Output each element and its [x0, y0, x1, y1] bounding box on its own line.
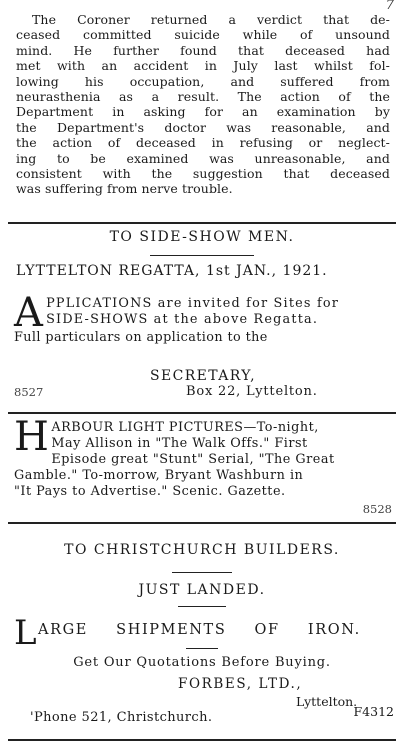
article-line: mind. He further found that deceased had: [16, 42, 390, 58]
harbour-pictures-ad: [14, 414, 394, 500]
box-address: Box 22, Lyttelton.: [186, 384, 318, 399]
sideshow-line: Full particulars on application to the: [14, 330, 268, 345]
divider-rule: [8, 739, 396, 741]
article-line: ing to be examined was unreasonable, and: [16, 150, 390, 166]
article-line: the action of deceased in refusing or neglect-: [16, 135, 390, 151]
divider-rule: [8, 222, 396, 224]
builders-heading: TO CHRISTCHURCH BUILDERS.: [64, 542, 340, 558]
sideshow-line: SIDE-SHOWS at the above Regatta.: [46, 312, 319, 327]
divider-rule: [8, 412, 396, 414]
harbour-line: Gamble." To-morrow, Bryant Washburn in: [14, 468, 304, 483]
coroner-article: [16, 12, 390, 197]
sideshow-line: PPLICATIONS are invited for Sites for: [46, 296, 340, 311]
article-line: Department in asking for an examination by: [16, 104, 390, 120]
just-landed-heading: JUST LANDED.: [138, 582, 266, 598]
company-town: Lyttelton.: [296, 694, 358, 709]
article-line: was suffering from nerve trouble.: [16, 181, 233, 197]
harbour-line: ARBOUR LIGHT PICTURES—To-night,: [51, 420, 319, 435]
reference-number: 8528: [362, 502, 392, 516]
regatta-title: LYTTELTON REGATTA, 1st JAN., 1921.: [16, 263, 328, 279]
article-line: The Coroner returned a verdict that de-: [32, 12, 390, 27]
harbour-line: "It Pays to Advertise." Scenic. Gazette.: [14, 484, 286, 499]
quotation-line: Get Our Quotations Before Buying.: [73, 655, 331, 670]
company-name: FORBES, LTD.,: [178, 676, 303, 692]
sideshow-body: [14, 290, 394, 336]
corner-mark: 7: [385, 0, 394, 13]
harbour-line: May Allison in "The Walk Offs." First: [51, 436, 308, 451]
article-line: neurasthenia as a result. The action of the: [16, 89, 390, 105]
article-line: the Department's doctor was reasonable, and: [16, 119, 390, 135]
divider-rule: [150, 255, 254, 256]
article-line: consistent with the suggestion that deceased: [16, 166, 390, 182]
dropcap-letter: H: [14, 414, 50, 460]
dropcap-letter: L: [14, 613, 37, 653]
sideshow-heading: TO SIDE-SHOW MEN.: [109, 229, 295, 245]
reference-number: F4312: [353, 704, 394, 719]
article-line: ceased committed suicide while of unsound: [16, 27, 390, 43]
harbour-line: Episode great "Stunt" Serial, "The Great: [51, 452, 335, 467]
phone-line: 'Phone 521, Christchurch.: [30, 710, 213, 725]
divider-rule: [186, 648, 218, 649]
divider-rule: [172, 572, 232, 573]
iron-shipments-headline: ARGE SHIPMENTS OF IRON.: [38, 622, 361, 638]
reference-number: 8527: [14, 385, 44, 399]
article-line: met with an accident in July last whilst fol-: [16, 58, 390, 74]
divider-rule: [8, 522, 396, 524]
secretary-label: SECRETARY,: [150, 368, 256, 384]
divider-rule: [178, 606, 226, 607]
dropcap-letter: A: [14, 290, 45, 336]
article-line: lowing his occupation, and suffered from: [16, 73, 390, 89]
